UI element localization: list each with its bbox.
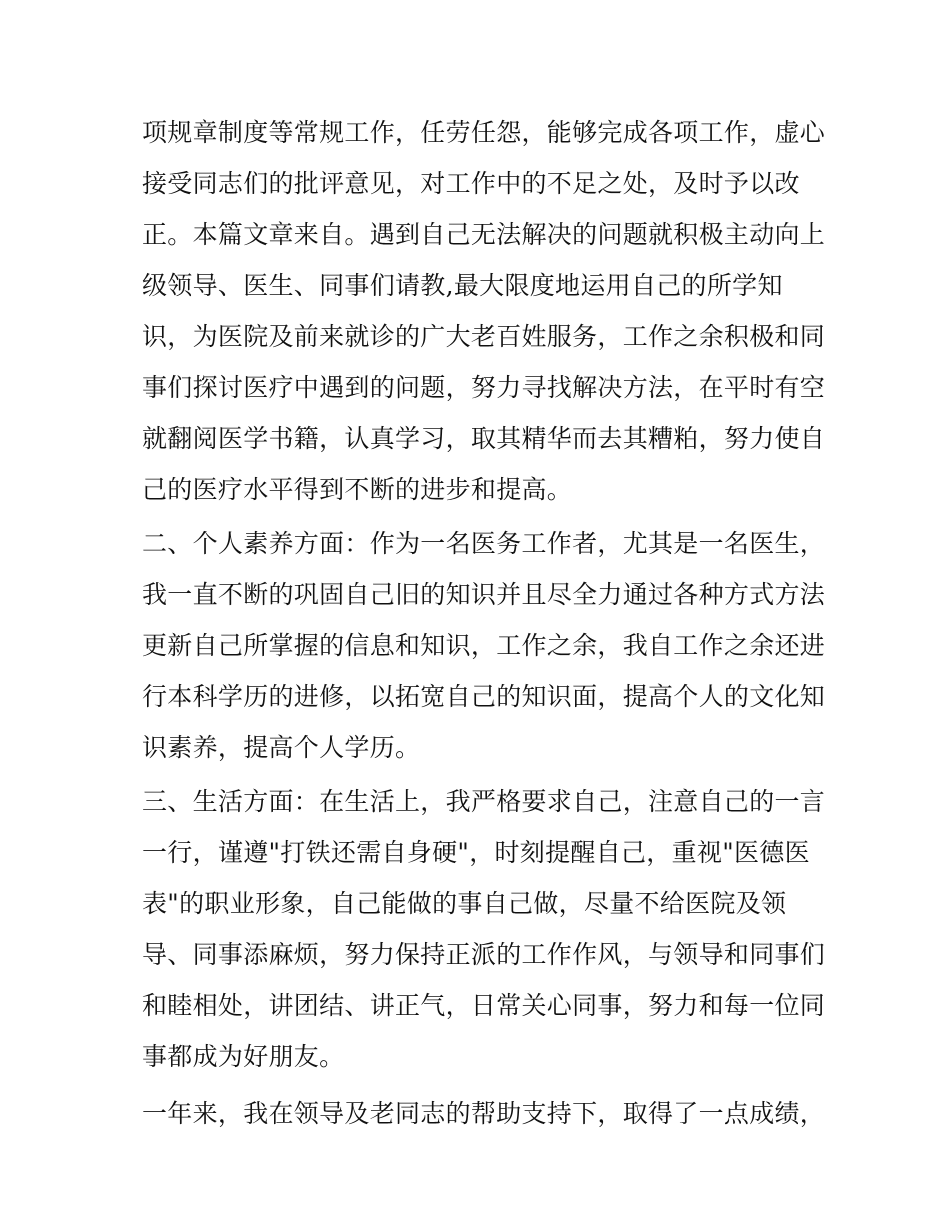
text-line: 我一直不断的巩固自己旧的知识并且尽全力通过各种方式方法	[142, 580, 826, 609]
text-line: 二、个人素养方面：作为一名医务工作者，尤其是一名医生，	[142, 529, 826, 558]
text-line: 己的医疗水平得到不断的进步和提高。	[142, 475, 573, 504]
text-line: 表"的职业形象，自己能做的事自己做，尽量不给医院及领	[142, 889, 787, 918]
text-line: 一年来，我在领导及老同志的帮助支持下，取得了一点成绩，	[142, 1099, 826, 1128]
text-line: 就翻阅医学书籍，认真学习，取其精华而去其糟粕，努力使自	[142, 424, 826, 453]
text-line: 三、生活方面：在生活上，我严格要求自己，注意自己的一言	[142, 787, 826, 816]
text-line: 正。本篇文章来自。遇到自己无法解决的问题就积极主动向上	[142, 220, 826, 249]
text-line: 接受同志们的批评意见，对工作中的不足之处，及时予以改	[142, 169, 800, 198]
text-line: 级领导、医生、同事们请教,最大限度地运用自己的所学知	[142, 271, 783, 300]
text-line: 行本科学历的进修，以拓宽自己的知识面，提高个人的文化知	[142, 682, 826, 711]
text-line: 事都成为好朋友。	[142, 1042, 345, 1071]
text-line: 一行，谨遵"打铁还需自身硬"，时刻提醒自己，重视"医德医	[142, 838, 810, 867]
text-line: 项规章制度等常规工作，任劳任怨，能够完成各项工作，虚心	[142, 118, 826, 147]
text-line: 导、同事添麻烦，努力保持正派的工作作风，与领导和同事们	[142, 940, 826, 969]
text-line: 识素养，提高个人学历。	[142, 733, 421, 762]
text-line: 事们探讨医疗中遇到的问题，努力寻找解决方法，在平时有空	[142, 373, 826, 402]
text-line: 识，为医院及前来就诊的广大老百姓服务，工作之余积极和同	[142, 322, 826, 351]
text-line: 更新自己所掌握的信息和知识，工作之余，我自工作之余还进	[142, 631, 826, 660]
text-line: 和睦相处，讲团结、讲正气，日常关心同事，努力和每一位同	[142, 991, 826, 1020]
document-body	[142, 107, 826, 1139]
